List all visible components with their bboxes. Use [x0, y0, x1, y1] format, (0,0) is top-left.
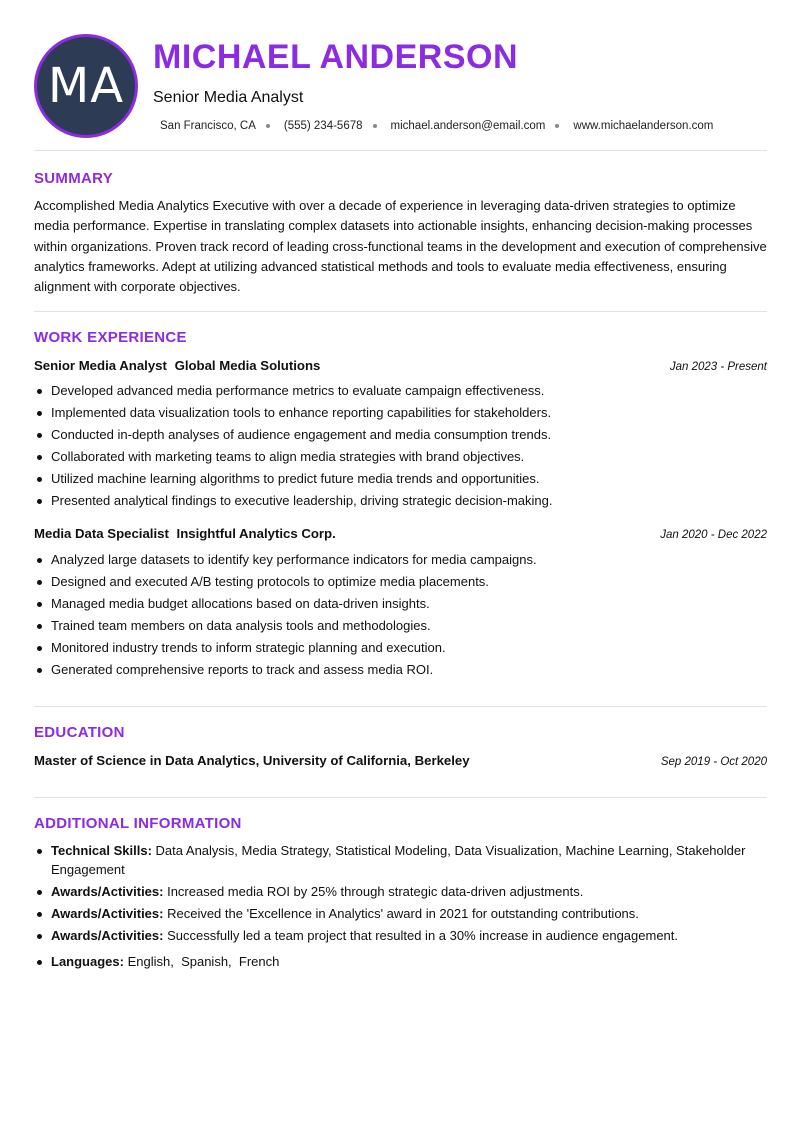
summary-heading: SUMMARY	[34, 170, 114, 187]
list-item	[34, 905, 769, 924]
info-text: Received the 'Excellence in Analytics' award in 2021 for outstanding contributions.	[167, 905, 639, 921]
list-item: Trained team members on data analysis tools and methodologies.	[34, 615, 769, 637]
contact-bar	[160, 120, 713, 132]
contact-website[interactable]: www.michaelanderson.com	[573, 120, 714, 132]
info-text: Successfully led a team project that resulted in a 30% increase in audience engagement.	[167, 927, 679, 943]
list-item: Monitored industry trends to inform strategic planning and execution.	[34, 637, 769, 659]
job-company: Global Media Solutions	[174, 358, 321, 373]
separator-dot-icon	[555, 124, 559, 128]
summary-text: Accomplished Media Analytics Executive with over a decade of experience in leveraging data-driven strategies to optimize media performance. Expertise in translating complex datasets into actionable insights, enhancing decision-making processes within organizations. Proven track record of leading cross-functional teams in the development and execution of comprehensive analytics frameworks. Adept at utilizing advanced statistical methods and tools to evaluate media effectiveness, ensuring alignment with corporate objectives.	[34, 198, 767, 295]
list-item	[34, 842, 769, 879]
list-item: Developed advanced media performance metrics to evaluate campaign effectiveness.	[34, 380, 769, 402]
candidate-name: MICHAEL ANDERSON	[153, 38, 519, 76]
job-header	[34, 526, 767, 541]
list-item	[34, 927, 769, 946]
avatar-initials: MA	[47, 58, 125, 114]
list-item: Presented analytical findings to executive leadership, driving strategic decision-making.	[34, 490, 769, 512]
job-title	[34, 358, 320, 373]
job-bullet-list	[34, 549, 769, 681]
info-label: Awards/Activities:	[51, 883, 164, 899]
list-item: Utilized machine learning algorithms to predict future media trends and opportunities.	[34, 468, 769, 490]
list-item: Collaborated with marketing teams to align media strategies with brand objectives.	[34, 446, 769, 468]
info-text: Data Analysis, Media Strategy, Statistical Modeling, Data Visualization, Machine Learning, Stakeholder Engagement	[51, 843, 746, 877]
job-role: Senior Media Analyst	[34, 358, 167, 373]
info-label: Awards/Activities:	[51, 927, 164, 943]
list-item: Analyzed large datasets to identify key performance indicators for media campaigns.	[34, 549, 769, 571]
avatar	[34, 34, 138, 138]
section-divider	[34, 706, 767, 707]
list-item	[34, 953, 769, 972]
info-text: English, Spanish, French	[127, 953, 280, 969]
separator-dot-icon	[266, 124, 270, 128]
section-divider	[34, 311, 767, 312]
list-item: Implemented data visualization tools to enhance reporting capabilities for stakeholders.	[34, 402, 769, 424]
info-text: Increased media ROI by 25% through strategic data-driven adjustments.	[167, 883, 584, 899]
job-header	[34, 358, 767, 373]
education-heading: EDUCATION	[34, 724, 125, 741]
additional-info-list	[34, 842, 769, 971]
education-dates: Sep 2019 - Oct 2020	[660, 756, 767, 768]
info-label: Technical Skills:	[51, 843, 152, 858]
job-company: Insightful Analytics Corp.	[176, 526, 336, 541]
job-dates: Jan 2020 - Dec 2022	[660, 529, 767, 541]
contact-email[interactable]: michael.anderson@email.com	[390, 120, 546, 132]
section-divider	[34, 797, 767, 798]
education-degree: Master of Science in Data Analytics, University of California, Berkeley	[34, 753, 470, 768]
list-item: Generated comprehensive reports to track and assess media ROI.	[34, 659, 769, 681]
info-label: Languages:	[51, 953, 124, 969]
job-role: Media Data Specialist	[34, 526, 169, 541]
job-dates: Jan 2023 - Present	[669, 361, 767, 373]
list-item: Designed and executed A/B testing protocols to optimize media placements.	[34, 571, 769, 593]
info-label: Awards/Activities:	[51, 905, 164, 921]
education-entry	[34, 753, 767, 768]
job-title	[34, 526, 336, 541]
contact-phone: (555) 234-5678	[283, 120, 363, 132]
additional-info-heading: ADDITIONAL INFORMATION	[34, 815, 242, 832]
job-bullet-list	[34, 380, 769, 512]
list-item: Managed media budget allocations based on data-driven insights.	[34, 593, 769, 615]
separator-dot-icon	[373, 124, 377, 128]
list-item: Conducted in-depth analyses of audience engagement and media consumption trends.	[34, 424, 769, 446]
section-divider	[34, 150, 767, 151]
work-experience-heading: WORK EXPERIENCE	[34, 329, 187, 346]
candidate-title: Senior Media Analyst	[153, 89, 304, 106]
list-item	[34, 883, 769, 902]
contact-location: San Francisco, CA	[160, 120, 256, 132]
